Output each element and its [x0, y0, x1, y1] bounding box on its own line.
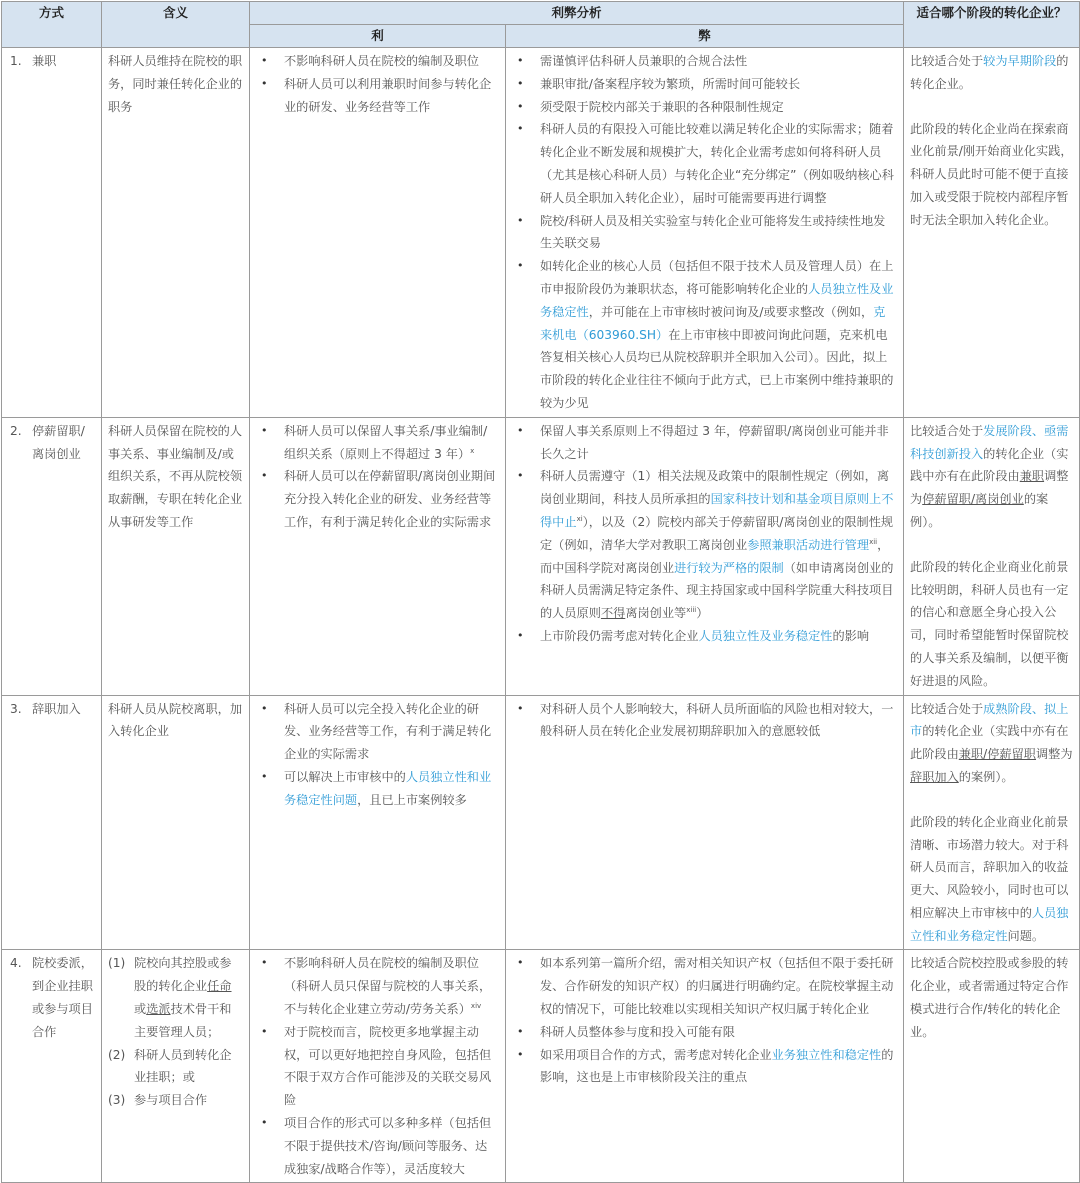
text: 如采用项目合作的方式，需考虑对转化企业 — [540, 1047, 772, 1062]
link-stage[interactable]: 较为早期阶段 — [983, 54, 1057, 68]
stage-cell — [904, 48, 1080, 418]
text: 任命 — [207, 979, 232, 994]
text: 参与项目合作 — [134, 1093, 208, 1108]
table-row — [2, 417, 1080, 695]
text: 问题。 — [1007, 928, 1045, 943]
stage-summary — [910, 50, 1073, 96]
list-item: • 须受限于院校内部关于兼职的各种限制性规定 — [512, 96, 897, 119]
stage-detail: 此阶段的转化企业尚在探索商业化前景/刚开始商业化实践，科研人员此时可能不便于直接加入或受限于院校内部程序暂时无法全职加入转化企业。 — [910, 121, 1073, 227]
list-item — [256, 420, 499, 466]
link-cas[interactable]: 进行较为严格的限制 — [674, 560, 784, 575]
link-independence[interactable]: 人员独立性及业务稳定性 — [698, 628, 833, 643]
comparison-table — [1, 1, 1080, 1183]
pros-cell — [250, 48, 506, 418]
text: 科研人员到转化企业挂职；或 — [134, 1047, 232, 1085]
text: ，而中国科学院对离岗创业 — [540, 537, 890, 575]
link-stage[interactable]: 发展阶段、亟需科技创新投入 — [910, 423, 1069, 461]
pros-cell — [250, 695, 506, 950]
text: 调整为 — [910, 469, 1069, 507]
meaning-cell — [102, 950, 250, 1183]
item-number: (2) — [108, 1047, 126, 1062]
stage-summary — [910, 698, 1073, 789]
method-label: 停薪留职/离岗创业 — [32, 423, 85, 461]
text: 或 — [134, 1002, 147, 1017]
text: ） — [696, 606, 709, 621]
text: 比较适合处于 — [910, 423, 984, 438]
list-item — [108, 952, 243, 1043]
list-item: • 保留人事关系原则上不得超过 3 年，停薪留职/离岗创业可能并非长久之计 — [512, 420, 897, 466]
method-cell — [2, 48, 102, 418]
text: 选派 — [146, 1002, 171, 1017]
text: 如转化企业的核心人员（包括但不限于技术人员及管理人员）在上市申报阶段仍为兼职状态，将可能影响转化企业的 — [540, 259, 894, 296]
cons-cell — [506, 950, 904, 1183]
link-independence[interactable]: 业务独立性和稳定性 — [771, 1047, 882, 1062]
text: 技术骨干和主要管理人员； — [134, 1002, 232, 1039]
text: （如申请离岗创业的科研人员需满足特定条件、现主持国家或中国科学院重大科技项目的人员原则 — [540, 560, 894, 621]
table-row — [2, 695, 1080, 950]
link-stage[interactable]: 成熟阶段、拟上市 — [910, 701, 1069, 739]
cons-cell — [506, 417, 904, 695]
table-row — [2, 950, 1080, 1183]
text: 可以解决上市审核中的 — [284, 769, 406, 784]
text: 兼职/停薪留职 — [958, 747, 1036, 762]
list-item: • 对科研人员个人影响较大，科研人员所面临的风险也相对较大，一般科研人员在转化企业发展初期辞职加入的意愿较低 — [512, 698, 897, 744]
header-con: 弊 — [506, 25, 904, 48]
text: 比较适合处于 — [910, 54, 984, 68]
list-item: • 科研人员可以完全投入转化企业的研发、业务经营等工作，有利于满足转化企业的实际需求 — [256, 698, 499, 766]
row-number: 3. — [10, 701, 22, 716]
list-item — [108, 1089, 243, 1112]
text: 不影响科研人员在院校的编制及职位（科研人员只保留与院校的人事关系，不与转化企业建立劳动/劳务关系） — [284, 956, 492, 1017]
list-item — [256, 952, 499, 1020]
meaning-cell: 科研人员维持在院校的职务，同时兼任转化企业的职务 — [102, 48, 250, 418]
text: ，并可能在上市审核时被问询及/或要求整改（例如， — [588, 304, 874, 319]
text: 比较适合处于 — [910, 701, 984, 716]
method-cell — [2, 950, 102, 1183]
text: 在上市审核中即被问询此问题，克来机电答复相关核心人员均已从院校辞职并全职加入公司）。因此，拟上市阶段的转化企业往往不倾向于此方式，已上市案例中维持兼职的较为少见 — [540, 327, 894, 410]
text: 此阶段的转化企业商业化前景清晰、市场潜力较大。对于科研人员而言，辞职加入的收益更大、风险较小，同时也可以相应解决上市审核中的 — [910, 814, 1069, 920]
text: ），以及（2）院校内部关于停薪留职/离岗创业的限制性规定（例如，清华大学对教职工离岗创业 — [540, 514, 894, 552]
list-item — [512, 465, 897, 625]
footnote-ref[interactable]: xi — [576, 514, 583, 523]
method-label: 院校委派，到企业挂职或参与项目合作 — [32, 956, 93, 1039]
method-label: 辞职加入 — [32, 701, 81, 716]
text: 调整为 — [1036, 747, 1073, 762]
link-policy[interactable]: 国家科技计划和基金项目原则上不得中止 — [540, 492, 894, 529]
footnote-ref[interactable]: x — [470, 446, 475, 455]
row-number: 4. — [10, 956, 22, 971]
text: 辞职加入 — [910, 769, 959, 784]
pros-cell — [250, 950, 506, 1183]
text: 科研人员可以保留人事关系/事业编制/组织关系（原则上不得超过 3 年） — [284, 423, 488, 461]
list-item: • 院校/科研人员及相关实验室与转化企业可能将发生或持续性地发生关联交易 — [512, 210, 897, 256]
header-meaning: 含义 — [102, 2, 250, 48]
list-item — [108, 1044, 243, 1090]
list-item: • 项目合作的形式可以多种多样（包括但不限于提供技术/咨询/顾问等服务、达成独家/战略合作等），灵活度较大 — [256, 1112, 499, 1180]
text: 的转化企业（实践中亦有在此阶段由 — [910, 724, 1069, 762]
list-item: • 对于院校而言，院校更多地掌握主动权，可以更好地把控自身风险，包括但不限于双方合作可能涉及的关联交易风险 — [256, 1021, 499, 1112]
list-item: • 科研人员可以利用兼职时间参与转化企业的研发、业务经营等工作 — [256, 73, 499, 119]
footnote-ref[interactable]: xii — [869, 537, 878, 546]
text: ，且已上市案例较多 — [357, 792, 467, 807]
row-number: 1. — [10, 54, 22, 68]
list-item: • 兼职审批/备案程序较为繁琐，所需时间可能较长 — [512, 73, 897, 96]
list-item — [512, 255, 897, 415]
text: 院校向其控股或参股的转化企业 — [134, 956, 232, 994]
text: 的转化企业（实践中亦有在此阶段由 — [910, 446, 1069, 484]
meaning-cell: 科研人员从院校离职，加入转化企业 — [102, 695, 250, 950]
stage-cell — [904, 695, 1080, 950]
footnote-ref[interactable]: xiii — [686, 606, 697, 615]
cons-cell — [506, 48, 904, 418]
stage-detail — [910, 811, 1073, 948]
text: 科研人员需遵守（1）相关法规及政策中的限制性规定（例如，离岗创业期间，科技人员所承担的 — [540, 469, 890, 507]
link-independence[interactable]: 人员独立性及业务稳定性 — [540, 281, 894, 319]
list-item: • 如本系列第一篇所介绍，需对相关知识产权（包括但不限于委托研发、合作研发的知识产权）的归属进行明确约定。在院校掌握主动权的情况下，可能比较难以实现相关知识产权归属于转化企业 — [512, 952, 897, 1020]
stage-summary — [910, 420, 1073, 534]
link-tsinghua[interactable]: 参照兼职活动进行管理 — [747, 537, 870, 552]
list-item: • 科研人员的有限投入可能比较难以满足转化企业的实际需求；随着转化企业不断发展和规模扩大，转化企业需考虑如何将科研人员（尤其是核心科研人员）与转化企业“充分绑定”（例如吸纳核心科研人员全职加入转化企业），届时可能需要再进行调整 — [512, 118, 897, 209]
text: 的案例）。 — [958, 769, 1014, 784]
cons-cell — [506, 695, 904, 950]
text: 的影响 — [832, 628, 870, 643]
table-row — [2, 48, 1080, 418]
stage-detail: 此阶段的转化企业商业化前景比较明朗，科研人员也有一定的信心和意愿全身心投入公司，同时希望能暂时保留院校的人事关系及编制，以便平衡好进退的风险。 — [910, 559, 1069, 688]
stage-cell — [904, 417, 1080, 695]
text: 的影响，这也是上市审核阶段关注的重点 — [540, 1047, 894, 1085]
item-number: (1) — [108, 956, 126, 971]
method-cell — [2, 695, 102, 950]
header-pro: 利 — [250, 25, 506, 48]
list-item — [256, 766, 499, 812]
row-number: 2. — [10, 423, 22, 438]
header-method: 方式 — [2, 2, 102, 48]
list-item: • 科研人员整体参与度和投入可能有限 — [512, 1021, 897, 1044]
text: 不得 — [600, 606, 626, 621]
method-cell — [2, 417, 102, 695]
list-item: • 科研人员可以在停薪留职/离岗创业期间充分投入转化企业的研发、业务经营等工作，有利于满足转化企业的实际需求 — [256, 465, 499, 533]
text: 离岗创业等 — [625, 606, 687, 621]
text: 兼职 — [1019, 469, 1045, 484]
text: 的案例）。 — [910, 492, 1049, 529]
header-analysis: 利弊分析 — [250, 2, 904, 25]
list-item — [512, 1044, 897, 1090]
text: 上市阶段仍需考虑对转化企业 — [540, 628, 699, 643]
link-case[interactable]: 克来机电（603960.SH） — [540, 304, 886, 342]
list-item: • 需谨慎评估科研人员兼职的合规合法性 — [512, 50, 897, 73]
text: 的转化企业。 — [910, 54, 1069, 91]
stage-cell: 比较适合院校控股或参股的转化企业，或者需通过特定合作模式进行合作/转化的转化企业。 — [904, 950, 1080, 1183]
list-item: • 不影响科研人员在院校的编制及职位 — [256, 50, 499, 73]
footnote-ref[interactable]: xiv — [470, 1002, 482, 1011]
list-item — [512, 625, 897, 648]
method-label: 兼职 — [32, 54, 57, 68]
link-independence[interactable]: 人员独立性和业务稳定性问题 — [284, 769, 492, 807]
link-independence[interactable]: 人员独立性和业务稳定性 — [910, 905, 1069, 943]
pros-cell — [250, 417, 506, 695]
header-stage: 适合哪个阶段的转化企业？ — [904, 2, 1080, 48]
item-number: (3) — [108, 1093, 126, 1108]
text: 停薪留职/离岗创业 — [922, 492, 1024, 507]
meaning-cell: 科研人员保留在院校的人事关系、事业编制及/或组织关系，不再从院校领取薪酬，专职在转化企业从事研发等工作 — [102, 417, 250, 695]
